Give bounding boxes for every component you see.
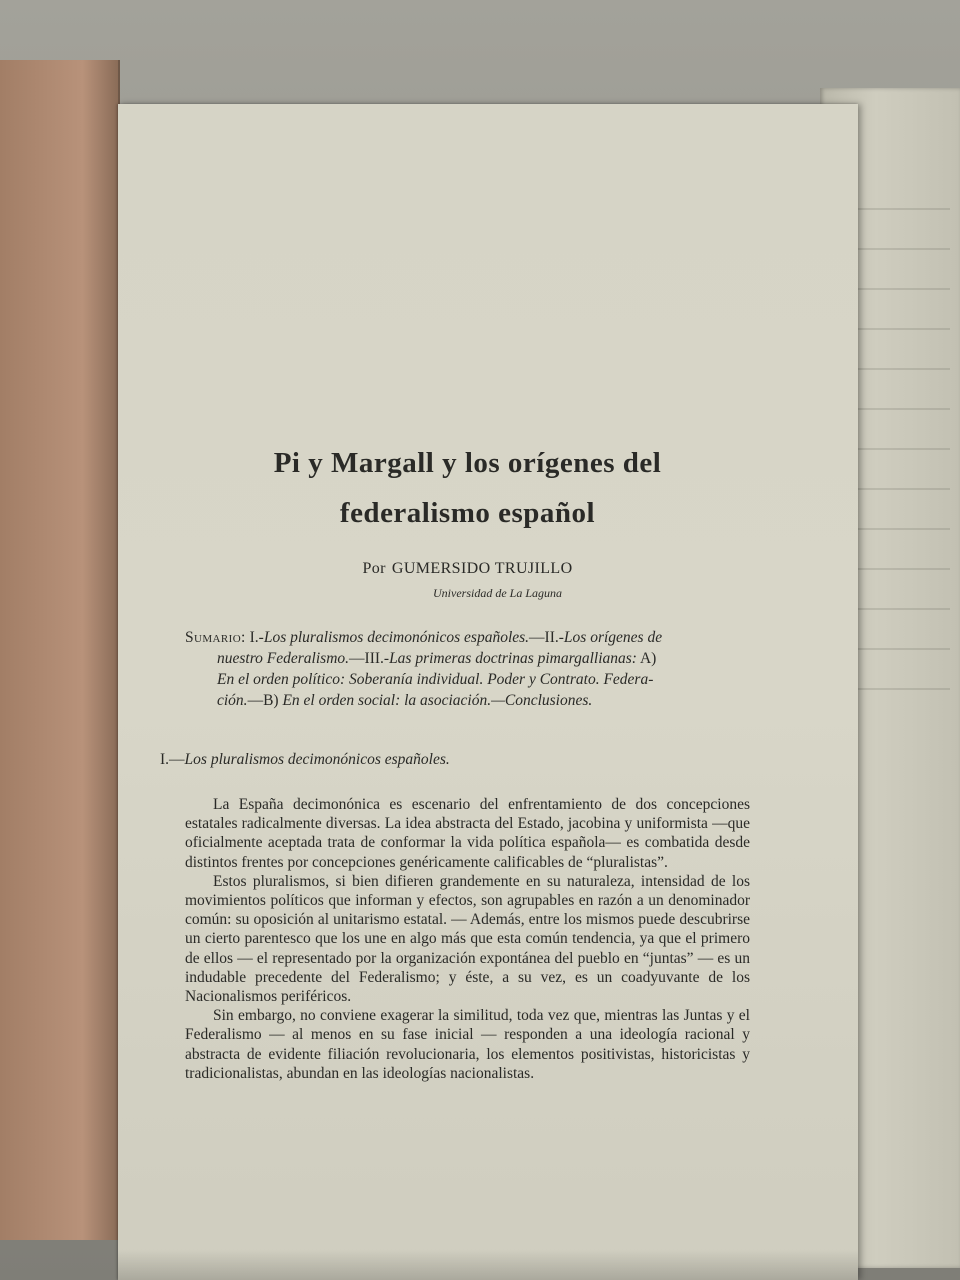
paragraph-1 — [185, 795, 750, 872]
paragraph-3-text: Sin embargo, no conviene exagerar la similitud, toda vez que, mientras las Juntas y el Federalismo — al menos en su fase inicial — responden a una ideología racional y abstracta de evidente filiación revolucionaria, los elementos positivistas, historicistas y tradicionalistas, abundan en las ideologías nacionalistas. — [185, 1007, 750, 1082]
summary-line-3 — [185, 669, 750, 690]
summary-item-b: En el orden social: la asociación.—Conclusiones. — [282, 692, 593, 709]
article-title-line-1: Pi y Margall y los orígenes del — [273, 447, 662, 479]
summary-item-2b: nuestro Federalismo. — [217, 650, 350, 667]
paragraph-2 — [185, 872, 750, 1006]
paragraph-2-text: Estos pluralismos, si bien difieren grandemente en su naturaleza, intensidad de los movimientos políticos que informan y efectos, son agrupables en razón a un denominador común: su oposición al unitarismo estatal. — Además, entre los mismos puede descubrirse un cierto parentesco que los une en algo más que esta común tendencia, ya que el primero de ellos — el representado por la organización expontánea del pueblo en “juntas” — es un indudable precedente del Federalismo; y éste, a su vez, es un coadyuvante de los Nacionalismos periféricos. — [185, 872, 750, 1006]
summary-item-a2: ción. — [217, 692, 248, 709]
summary-num-b: —B) — [247, 692, 283, 709]
summary-lead: Sumario: — [185, 629, 246, 646]
summary-item-2a: Los orígenes de — [563, 629, 663, 646]
page-shadow — [118, 1250, 858, 1280]
summary-item-3: Las primeras doctrinas pimargallianas: — [389, 650, 637, 667]
paragraph-1-text: La España decimonónica es escenario del enfrentamiento de dos concepciones estatales radicalmente diversas. La idea abstracta del Estado, jacobina y uniformista —que oficialmente aceptada trata de conformar la vida política española— es combatida desde distintos frentes por concepciones genéricamente calificables de “pluralistas”. — [185, 796, 750, 871]
book-cover-edge — [0, 60, 120, 1240]
section-title: Los pluralismos decimonónicos españoles. — [184, 751, 450, 768]
article-body — [160, 438, 750, 1083]
article-title-line-2: federalismo español — [339, 497, 596, 529]
summary-item-1: Los pluralismos decimonónicos españoles. — [263, 629, 530, 646]
section-heading — [160, 751, 750, 769]
author-name: GUMERSIDO TRUJILLO — [391, 560, 573, 577]
summary-num-3: —III.- — [349, 650, 390, 667]
summary-item-a1: En el orden político: Soberanía individual. Poder y Contrato. Federa- — [217, 671, 654, 688]
paragraph-3 — [185, 1006, 750, 1083]
summary-block — [185, 627, 750, 711]
section-number: I.— — [160, 751, 185, 768]
summary-num-1: I.- — [245, 629, 264, 646]
summary-line-2 — [185, 648, 750, 669]
summary-num-a: A) — [636, 650, 657, 667]
author-prefix: Por — [362, 560, 386, 577]
summary-num-2: —II.- — [529, 629, 564, 646]
author-affiliation: Universidad de La Laguna — [433, 586, 562, 600]
summary-line-4 — [185, 690, 750, 711]
author-byline — [185, 560, 750, 578]
